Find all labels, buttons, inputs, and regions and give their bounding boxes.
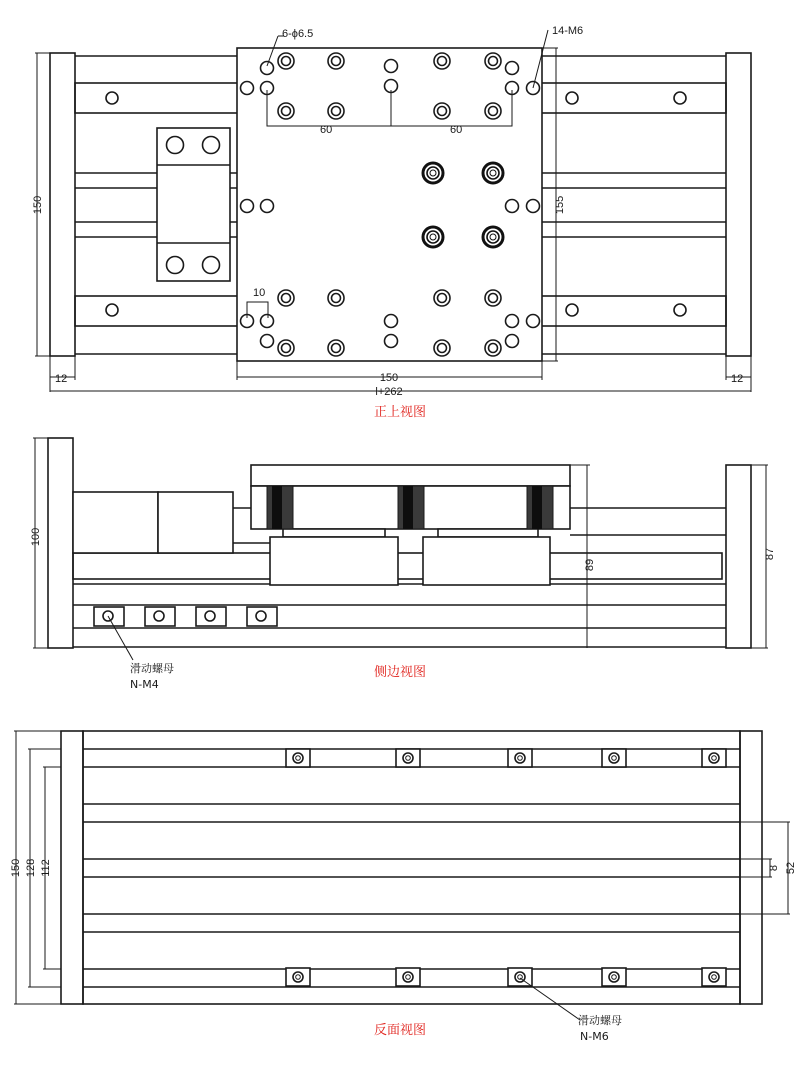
top-height-right: 155	[554, 195, 566, 215]
side-view-title: 侧边视图	[373, 665, 427, 680]
bottom-view	[10, 731, 797, 1043]
side-height-left: 100	[30, 527, 42, 547]
rail-hole	[566, 92, 578, 104]
bottom-right-end	[740, 731, 762, 1004]
bottom-nut-label-2: N-M6	[580, 1030, 609, 1043]
slide-nut	[602, 749, 626, 767]
side-view	[30, 438, 776, 691]
side-coupling	[158, 492, 233, 553]
rail-hole	[674, 92, 686, 104]
side-carriage-top	[251, 465, 570, 486]
side-left-end	[48, 438, 73, 648]
top-view-title: 正上视图	[373, 405, 427, 420]
left-end-block	[50, 53, 75, 356]
side-nut-label-1: 滑动螺母	[130, 662, 174, 675]
side-right-end	[726, 465, 751, 648]
spacing-left-label: 60	[320, 124, 333, 136]
bottom-dim-128: 128	[25, 858, 37, 878]
slide-nut	[145, 607, 175, 626]
slide-nut	[286, 749, 310, 767]
slide-nut	[602, 968, 626, 986]
bottom-dim-150: 150	[10, 858, 22, 878]
rail-hole	[106, 92, 118, 104]
slide-nut	[196, 607, 226, 626]
top-view	[32, 25, 751, 420]
bottom-dim-52: 52	[785, 861, 797, 875]
side-slider-left	[270, 537, 398, 585]
slide-nut	[94, 607, 124, 626]
right-end-block	[726, 53, 751, 356]
side-height-inner: 89	[584, 558, 596, 572]
slide-nut	[286, 968, 310, 986]
pitch-label: 10	[253, 287, 266, 299]
bottom-nuts	[286, 749, 726, 986]
bottom-left-end	[61, 731, 83, 1004]
rail-hole	[566, 304, 578, 316]
rail-hole	[106, 304, 118, 316]
side-height-right: 87	[764, 547, 776, 561]
side-nuts	[94, 607, 277, 626]
side-nut-label-2: N-M4	[130, 678, 159, 691]
rail-hole	[674, 304, 686, 316]
slide-nut	[396, 968, 420, 986]
side-motor	[73, 492, 158, 553]
side-slider-right	[423, 537, 550, 585]
end-right-label: 12	[731, 373, 744, 385]
total-length-label: l+262	[375, 386, 403, 398]
slide-nut	[508, 749, 532, 767]
slide-nut	[247, 607, 277, 626]
plate-width-label: 150	[379, 372, 399, 384]
bottom-dim-112: 112	[40, 859, 52, 877]
thread-callout: 14-M6	[552, 25, 584, 37]
bottom-nut-label-1: 滑动螺母	[578, 1014, 622, 1027]
hole-callout: 6-ϕ6.5	[282, 28, 314, 40]
spacing-right-label: 60	[450, 124, 463, 136]
bottom-view-title: 反面视图	[373, 1023, 427, 1038]
top-height-left: 150	[32, 195, 44, 215]
bottom-dim-8: 8	[768, 864, 780, 872]
slide-nut	[396, 749, 420, 767]
slide-nut	[702, 749, 726, 767]
slide-nut	[702, 968, 726, 986]
end-left-label: 12	[55, 373, 68, 385]
